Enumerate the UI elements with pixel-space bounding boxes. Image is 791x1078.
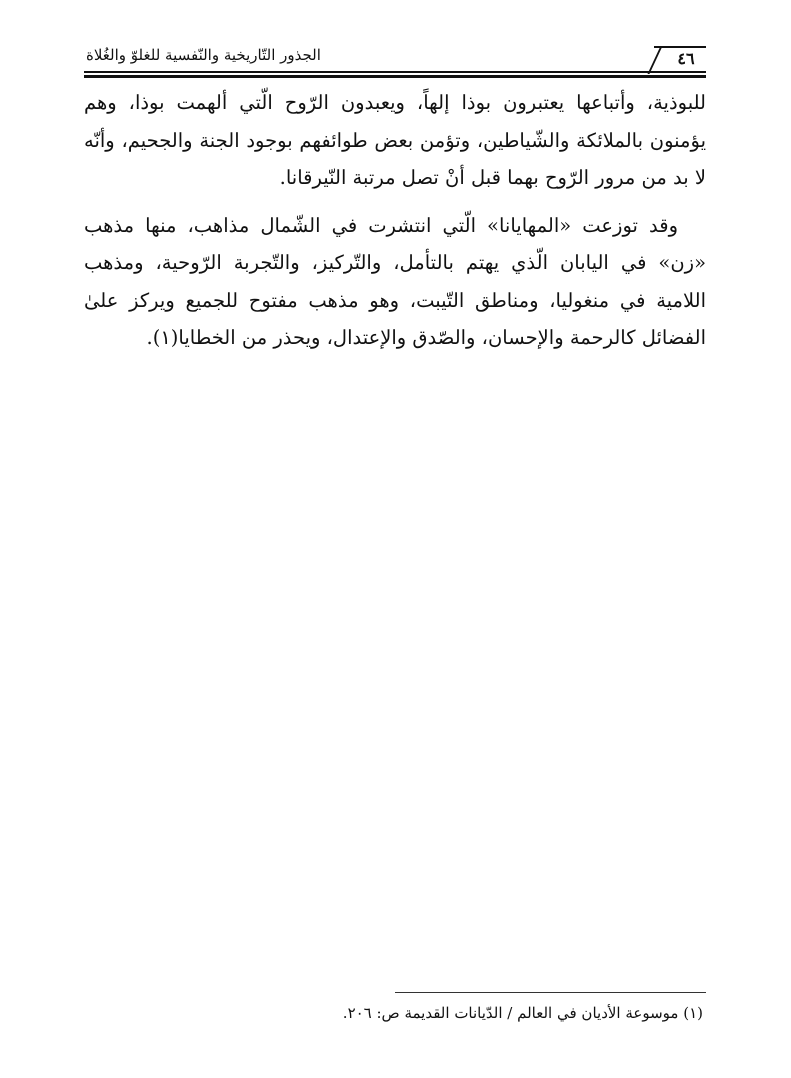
header-rule-thick <box>84 75 706 78</box>
footnote: (١) موسوعة الأديان في العالم / الدّيانات القديمة ص: ٢٠٦. <box>342 1004 703 1022</box>
paragraph: وقد توزعت «المهايانا» الّتي انتشرت في الشّمال مذاهب، منها مذهب «زن» في اليابان الّذي يهتم بالتأمل، والتّركيز، والتّجربة الرّوحية، ومذهب اللامية في منغوليا، ومناطق التّيبت، وهو مذهب مفتوح للجميع ويركز علىٰ الفضائل كالرحمة والإحسان، والصّدق والإعتدال، ويحذر من الخطايا(١). <box>84 213 706 349</box>
body-text <box>84 84 706 367</box>
running-title: الجذور التّاريخية والنّفسية للغلوّ والغُلاة <box>86 46 321 64</box>
page-number: ٤٦ <box>677 49 695 68</box>
paragraph: للبوذية، وأتباعها يعتبرون بوذا إلهاً، ويعبدون الرّوح الّتي ألهمت بوذا، وهم يؤمنون بالملائكة والشّياطين، وتؤمن بعض طوائفهم بوجود الجنة والجحيم، وأنّه لا بد من مرور الرّوح بهما قبل أنْ تصل مرتبة النّيرقانا. <box>84 91 706 189</box>
footnote-separator <box>395 992 706 993</box>
header-rule-thin <box>84 71 706 73</box>
running-header <box>84 40 706 78</box>
